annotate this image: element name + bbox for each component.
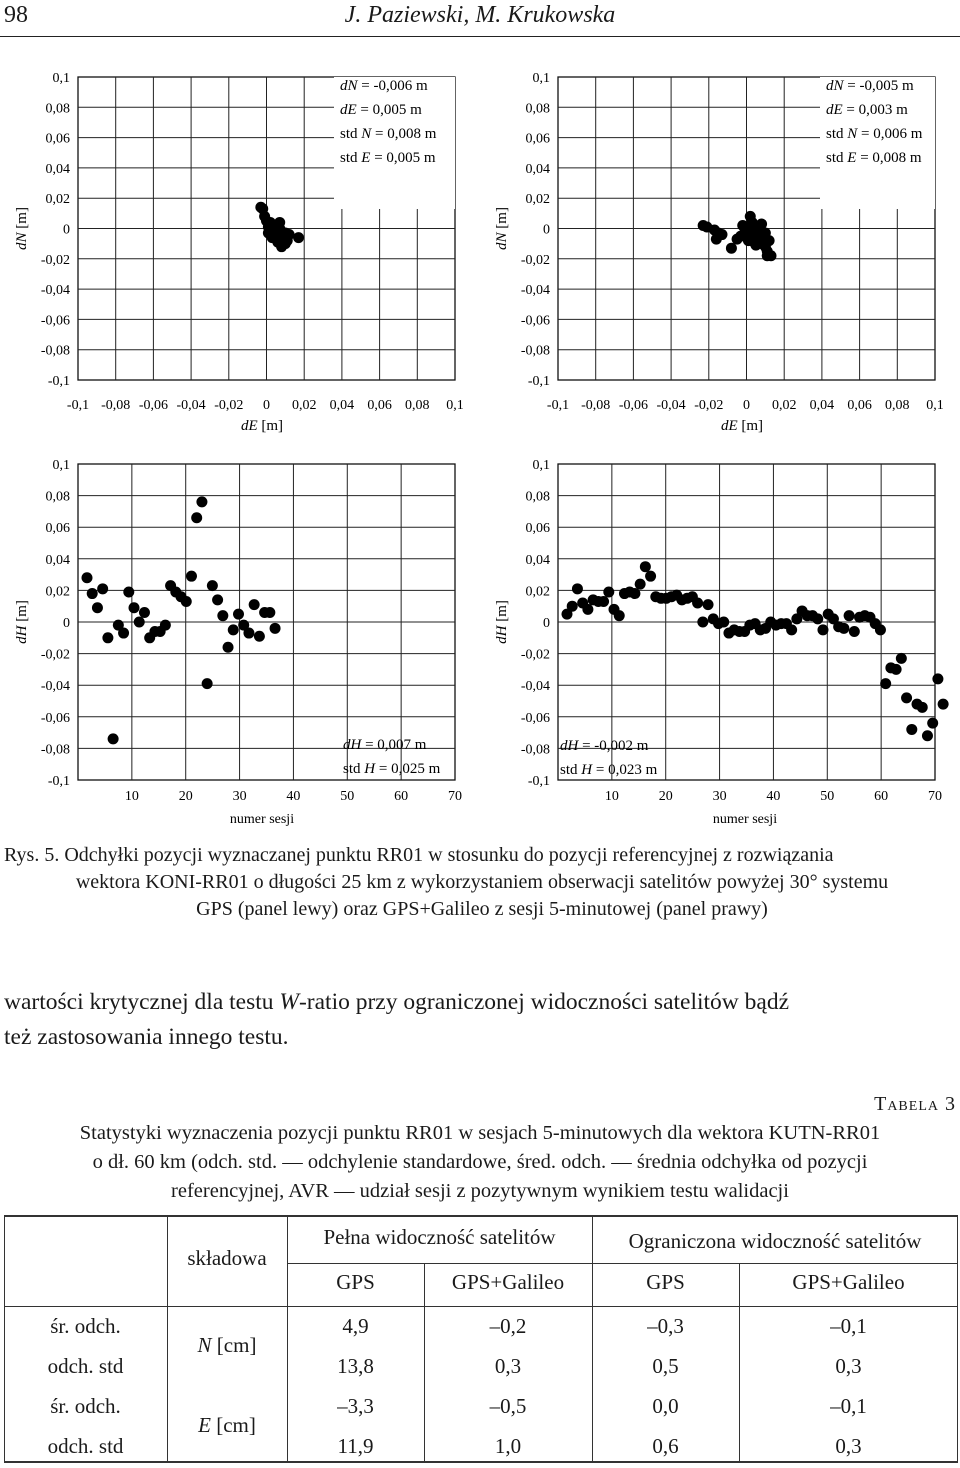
row-label: śr. odch. <box>50 1314 121 1338</box>
stats-label: dN = -0,006 m <box>340 78 428 94</box>
y-axis-label: dN [m] <box>14 207 30 250</box>
x-tick-label: 0,1 <box>926 398 944 413</box>
data-point <box>922 730 933 741</box>
y-tick-label: 0,08 <box>525 101 550 117</box>
row-label: śr. odch. <box>50 1394 121 1418</box>
x-tick-label: -0,02 <box>694 398 724 413</box>
x-tick-label: -0,08 <box>581 398 611 413</box>
y-tick-label: 0,1 <box>532 71 550 86</box>
data-point <box>202 678 213 689</box>
table-cell: 0,5 <box>652 1354 679 1378</box>
x-tick-label: 0,02 <box>771 398 797 413</box>
data-point <box>718 617 729 628</box>
stats-label: std H = 0,023 m <box>560 762 658 778</box>
table-cell: 0,0 <box>652 1394 679 1418</box>
data-point <box>629 588 640 599</box>
y-tick-label: 0,04 <box>525 552 550 568</box>
y-tick-label: -0,06 <box>40 313 70 329</box>
x-axis-label: numer sesji <box>712 812 778 827</box>
header-full-visibility: Pełna widoczność satelitów <box>323 1225 556 1249</box>
x-tick-label: 10 <box>604 789 619 804</box>
data-point <box>270 229 281 240</box>
data-point <box>233 609 244 620</box>
table-cell: –0,2 <box>489 1314 527 1338</box>
data-point <box>118 628 129 639</box>
x-tick-label: -0,06 <box>618 398 648 413</box>
data-point <box>572 583 583 594</box>
y-tick-label: -0,1 <box>527 774 550 789</box>
y-tick-label: 0,02 <box>525 584 550 600</box>
y-tick-label: -0,02 <box>520 252 550 268</box>
x-tick-label: 20 <box>178 789 193 804</box>
caption-line: Rys. 5. Odchyłki pozycji wyznaczanej punktu RR01 w stosunku do pozycji referencyjnej z rozwiązania <box>4 844 834 866</box>
data-point <box>264 607 275 618</box>
y-tick-label: 0,1 <box>52 458 70 473</box>
data-point <box>906 724 917 735</box>
y-tick-label: 0,02 <box>525 192 550 208</box>
x-tick-label: 0,06 <box>367 398 392 413</box>
data-point <box>249 599 260 610</box>
y-tick-label: -0,08 <box>520 343 550 359</box>
data-point <box>844 610 855 621</box>
data-point <box>196 496 207 507</box>
y-tick-label: -0,04 <box>40 283 70 299</box>
y-tick-label: -0,02 <box>40 647 70 663</box>
y-tick-label: 0,06 <box>45 131 70 147</box>
y-axis-label: dH [m] <box>494 600 510 644</box>
x-tick-label: 40 <box>286 789 301 804</box>
y-tick-label: 0,06 <box>525 521 550 537</box>
table-cell: –0,3 <box>647 1314 684 1338</box>
data-point <box>87 588 98 599</box>
caption-line: GPS (panel lewy) oraz GPS+Galileo z sesji 5-minutowej (panel prawy) <box>196 898 768 920</box>
x-axis-label: dE [m] <box>240 418 284 434</box>
y-tick-label: 0 <box>63 222 70 238</box>
data-point <box>692 598 703 609</box>
x-axis-label: dE [m] <box>720 418 764 434</box>
x-tick-label: -0,02 <box>214 398 244 413</box>
y-tick-label: -0,1 <box>47 374 70 389</box>
data-point <box>716 229 727 240</box>
data-point <box>186 571 197 582</box>
data-point <box>901 692 912 703</box>
x-tick-label: 60 <box>874 789 889 804</box>
header-gps-galileo: GPS+Galileo <box>451 1270 565 1294</box>
data-point <box>108 733 119 744</box>
x-tick-label: -0,1 <box>66 398 90 413</box>
page-header <box>0 0 960 37</box>
caption-line: wektora KONI-RR01 o długości 25 km z wykorzystaniem obserwacji satelitów powyżej 30° systemu <box>75 871 889 893</box>
x-tick-label: -0,04 <box>176 398 206 413</box>
y-tick-label: -0,04 <box>520 679 550 695</box>
y-tick-label: 0 <box>63 616 70 631</box>
data-point <box>880 678 891 689</box>
x-tick-label: 0,06 <box>847 398 872 413</box>
stats-label: std H = 0,025 m <box>343 761 441 777</box>
table-cell: 13,8 <box>337 1354 374 1378</box>
running-authors: J. Paziewski, M. Krukowska <box>344 2 616 28</box>
y-tick-label: -0,1 <box>527 374 550 389</box>
data-point <box>812 613 823 624</box>
data-point <box>614 610 625 621</box>
data-point <box>891 664 902 675</box>
y-tick-label: 0 <box>543 222 550 238</box>
data-point <box>697 617 708 628</box>
body-line: też zastosowania innego testu. <box>4 1024 289 1050</box>
stats-label: dH = -0,002 m <box>560 738 649 754</box>
data-point <box>938 699 949 710</box>
stats-label: std E = 0,005 m <box>340 150 436 166</box>
data-point <box>160 620 171 631</box>
y-tick-label: -0,02 <box>520 647 550 663</box>
y-tick-label: -0,06 <box>40 710 70 726</box>
figure-panels <box>0 40 960 830</box>
header-gps: GPS <box>646 1270 685 1294</box>
table-cell: 0,3 <box>835 1434 862 1458</box>
x-tick-label: 0,1 <box>446 398 464 413</box>
x-tick-label: 70 <box>928 789 942 804</box>
data-point <box>181 596 192 607</box>
data-point <box>838 623 849 634</box>
stats-box <box>820 77 935 209</box>
x-tick-label: 0,08 <box>405 398 430 413</box>
data-point <box>743 226 754 237</box>
x-tick-label: 0,02 <box>291 398 317 413</box>
table-cell: –3,3 <box>337 1394 374 1418</box>
body-text <box>4 985 959 1055</box>
y-tick-label: 0,02 <box>45 584 70 600</box>
data-point <box>134 617 145 628</box>
x-tick-label: 40 <box>766 789 781 804</box>
data-point <box>764 235 775 246</box>
y-tick-label: -0,04 <box>520 283 550 299</box>
figure-caption <box>4 842 960 923</box>
x-tick-label: 50 <box>820 789 835 804</box>
data-point <box>567 601 578 612</box>
data-point <box>207 580 218 591</box>
data-point <box>703 599 714 610</box>
y-tick-label: -0,04 <box>40 679 70 695</box>
data-point <box>762 246 773 257</box>
header-gps: GPS <box>336 1270 375 1294</box>
x-tick-label: 50 <box>340 789 355 804</box>
data-point <box>598 596 609 607</box>
x-axis-label: numer sesji <box>229 812 295 827</box>
y-tick-label: -0,08 <box>520 742 550 758</box>
x-tick-label: -0,06 <box>138 398 168 413</box>
data-point <box>582 604 593 615</box>
data-point <box>293 232 304 243</box>
data-point <box>254 631 265 642</box>
table-cell: –0,1 <box>830 1314 867 1338</box>
data-point <box>640 561 651 572</box>
data-point <box>129 602 140 613</box>
y-tick-label: 0,1 <box>532 458 550 473</box>
data-point <box>81 572 92 583</box>
row-label: odch. std <box>47 1434 124 1458</box>
data-point <box>817 624 828 635</box>
x-tick-label: -0,04 <box>656 398 686 413</box>
x-tick-label: 70 <box>448 789 462 804</box>
y-tick-label: -0,08 <box>40 343 70 359</box>
stats-label: dE = 0,005 m <box>340 102 422 118</box>
x-tick-label: 30 <box>232 789 247 804</box>
stats-label: dN = -0,005 m <box>826 78 914 94</box>
data-point <box>786 624 797 635</box>
y-tick-label: -0,08 <box>40 742 70 758</box>
table-caption: Statystyki wyznaczenia pozycji punktu RR01 w sesjach 5-minutowych dla wektora KUTN-RR01 o dł. 60 km (odch. std. — odchylenie standardowe, śred. odch. — średnia odchyłka od pozycji referencyjnej, AVR — udział sesji z pozytywnym wynikiem testu walidacji <box>79 1122 881 1202</box>
x-tick-label: 0,08 <box>885 398 910 413</box>
y-tick-label: 0,08 <box>525 489 550 505</box>
data-point <box>932 673 943 684</box>
y-tick-label: -0,02 <box>40 252 70 268</box>
data-point <box>139 607 150 618</box>
data-point <box>228 624 239 635</box>
x-tick-label: 60 <box>394 789 409 804</box>
data-point <box>223 642 234 653</box>
body-line: wartości krytycznej dla testu W-ratio przy ograniczonej widoczności satelitów bądź <box>4 989 790 1015</box>
data-point <box>875 624 886 635</box>
data-point <box>917 702 928 713</box>
data-point <box>603 586 614 597</box>
y-tick-label: 0,08 <box>45 101 70 117</box>
table-cell: 1,0 <box>494 1434 522 1458</box>
component-e: E [cm] <box>198 1413 256 1437</box>
y-tick-label: 0,04 <box>45 552 70 568</box>
data-point <box>212 594 223 605</box>
table-cell: 0,6 <box>652 1434 679 1458</box>
table-number: Tabela 3 <box>874 1093 956 1115</box>
x-tick-label: 0 <box>263 398 270 413</box>
stats-label: dH = 0,007 m <box>343 737 427 753</box>
statistics-table <box>4 1215 958 1463</box>
header-skladowa: składowa <box>187 1246 267 1270</box>
data-point <box>726 243 737 254</box>
header-limited-visibility: Ograniczona widoczność satelitów <box>628 1229 922 1253</box>
data-point <box>750 240 761 251</box>
data-point <box>123 586 134 597</box>
y-tick-label: -0,06 <box>520 710 550 726</box>
data-point <box>92 602 103 613</box>
data-point <box>191 512 202 523</box>
table-cell: 0,3 <box>494 1354 522 1378</box>
data-point <box>274 217 285 228</box>
x-tick-label: -0,1 <box>546 398 570 413</box>
row-label: odch. std <box>47 1354 124 1378</box>
y-tick-label: -0,06 <box>520 313 550 329</box>
data-point <box>849 626 860 637</box>
component-n: N [cm] <box>197 1333 257 1357</box>
y-tick-label: -0,1 <box>47 774 70 789</box>
x-tick-label: -0,08 <box>101 398 131 413</box>
y-tick-label: 0,04 <box>525 161 550 177</box>
stats-box <box>334 77 455 209</box>
table-cell: –0,1 <box>830 1394 867 1418</box>
x-tick-label: 0 <box>743 398 750 413</box>
x-tick-label: 0,04 <box>329 398 355 413</box>
table-cell: 0,3 <box>835 1354 862 1378</box>
stats-label: dE = 0,003 m <box>826 102 908 118</box>
y-tick-label: 0 <box>543 616 550 631</box>
data-point <box>635 579 646 590</box>
y-axis-label: dN [m] <box>494 207 510 250</box>
data-point <box>217 610 228 621</box>
stats-label: std E = 0,008 m <box>826 150 922 166</box>
table-cell: 4,9 <box>342 1314 369 1338</box>
data-point <box>896 653 907 664</box>
y-tick-label: 0,06 <box>45 521 70 537</box>
x-tick-label: 0,04 <box>809 398 835 413</box>
data-point <box>243 628 254 639</box>
stats-label: std N = 0,006 m <box>826 126 923 142</box>
y-axis-label: dH [m] <box>14 600 30 644</box>
y-tick-label: 0,08 <box>45 489 70 505</box>
page-number: 98 <box>4 2 28 28</box>
data-point <box>645 571 656 582</box>
stats-label: std N = 0,008 m <box>340 126 437 142</box>
x-tick-label: 20 <box>658 789 673 804</box>
x-tick-label: 10 <box>124 789 139 804</box>
data-point <box>97 583 108 594</box>
x-tick-label: 30 <box>712 789 727 804</box>
data-point <box>270 623 281 634</box>
table-cell: –0,5 <box>489 1394 527 1418</box>
y-tick-label: 0,06 <box>525 131 550 147</box>
table-cell: 11,9 <box>337 1434 374 1458</box>
header-gps-galileo: GPS+Galileo <box>792 1270 905 1294</box>
data-point <box>927 718 938 729</box>
data-point <box>102 632 113 643</box>
y-tick-label: 0,02 <box>45 192 70 208</box>
y-tick-label: 0,1 <box>52 71 70 86</box>
y-tick-label: 0,04 <box>45 161 70 177</box>
